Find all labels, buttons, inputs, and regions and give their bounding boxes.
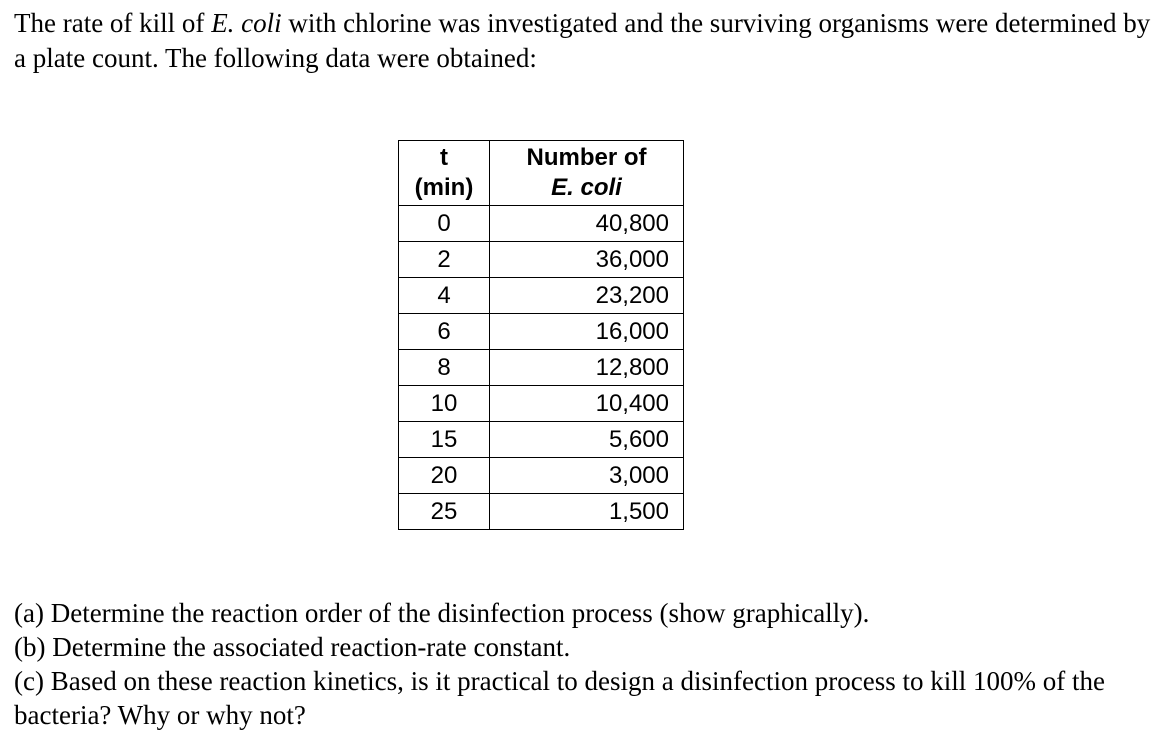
time-column-header (399, 141, 490, 206)
time-cell: 2 (399, 242, 490, 278)
count-cell: 5,600 (490, 422, 684, 458)
time-header-unit: (min) (414, 174, 474, 201)
table-row (399, 350, 684, 386)
time-header-label: t (440, 144, 448, 171)
count-cell: 10,400 (490, 386, 684, 422)
table-row (399, 242, 684, 278)
table-row (399, 278, 684, 314)
count-cell: 12,800 (490, 350, 684, 386)
count-cell: 23,200 (490, 278, 684, 314)
table-row (399, 206, 684, 242)
count-column-header (490, 141, 684, 206)
problem-intro (14, 6, 1164, 76)
time-cell: 6 (399, 314, 490, 350)
count-header-label: Number of (526, 144, 647, 171)
intro-text-2: with chlorine was investigated and the surviving organisms were determined by a plate count. The following data were obtained: (14, 8, 1151, 73)
count-cell: 40,800 (490, 206, 684, 242)
table-row (399, 458, 684, 494)
time-cell: 25 (399, 494, 490, 530)
question-a: (a) Determine the reaction order of the disinfection process (show graphically). (14, 598, 870, 628)
time-cell: 20 (399, 458, 490, 494)
count-header-organism: E. coli (551, 174, 622, 201)
table-header-row (399, 141, 684, 206)
time-cell: 15 (399, 422, 490, 458)
count-cell: 16,000 (490, 314, 684, 350)
questions-section (14, 596, 1164, 732)
table-row (399, 314, 684, 350)
organism-name: E. coli (211, 8, 282, 38)
intro-text-1: The rate of kill of (14, 8, 212, 38)
table-row (399, 386, 684, 422)
question-b: (b) Determine the associated reaction-rate constant. (14, 632, 571, 662)
time-cell: 4 (399, 278, 490, 314)
count-cell: 3,000 (490, 458, 684, 494)
time-cell: 10 (399, 386, 490, 422)
count-cell: 36,000 (490, 242, 684, 278)
table-row (399, 494, 684, 530)
time-cell: 8 (399, 350, 490, 386)
count-cell: 1,500 (490, 494, 684, 530)
question-c: (c) Based on these reaction kinetics, is it practical to design a disinfection process to kill 100% of the bacteria? Why or why not? (14, 666, 1105, 730)
time-cell: 0 (399, 206, 490, 242)
table-row (399, 422, 684, 458)
ecoli-data-table (398, 140, 684, 530)
